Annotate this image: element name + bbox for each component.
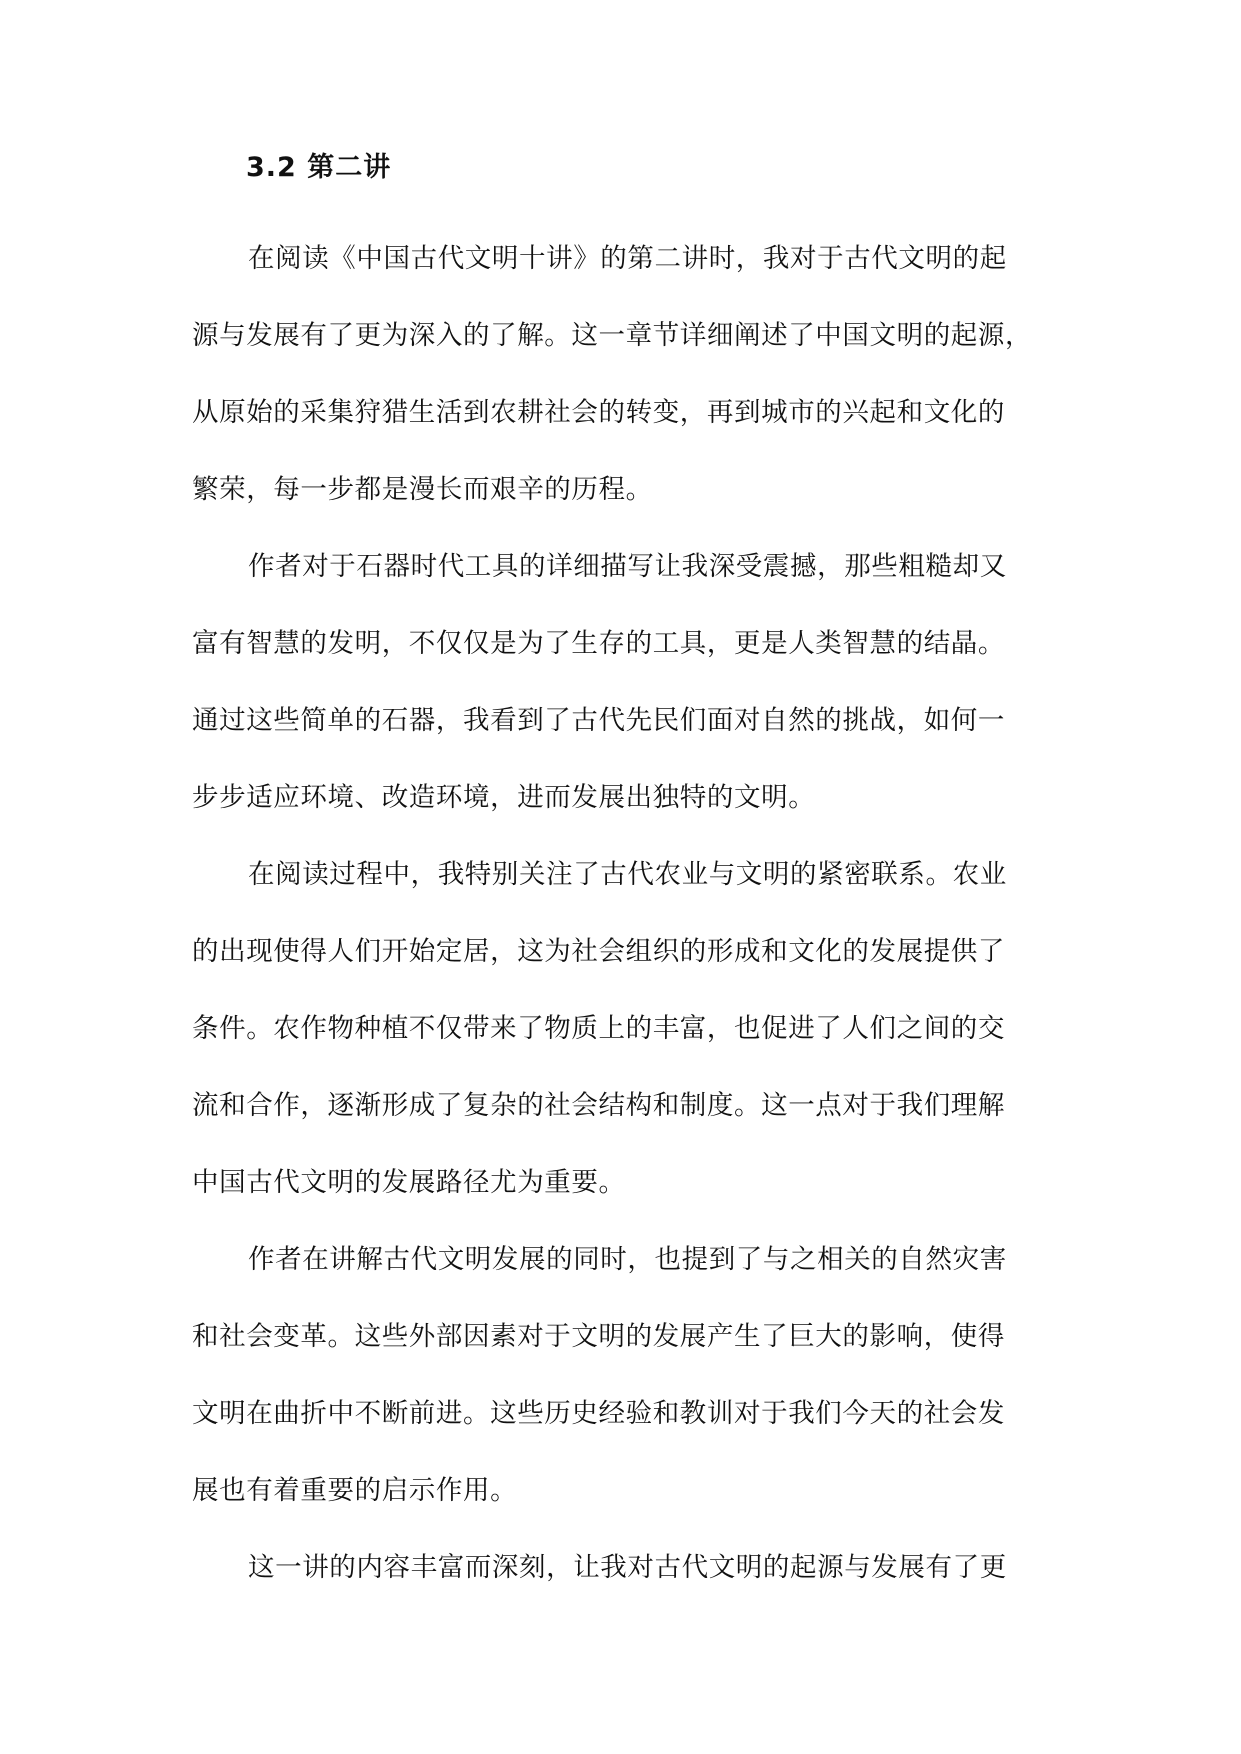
paragraph-line: 在阅读《中国古代文明十讲》的第二讲时，我对于古代文明的起 bbox=[248, 243, 1007, 274]
paragraph-line: 步步适应环境、改造环境，进而发展出独特的文明。 bbox=[192, 782, 816, 813]
paragraph bbox=[192, 1529, 1054, 1606]
section-heading: 3.2 第二讲 bbox=[246, 152, 392, 183]
paragraph-line: 作者在讲解古代文明发展的同时，也提到了与之相关的自然灾害 bbox=[248, 1244, 1007, 1275]
paragraph-line: 文明在曲折中不断前进。这些历史经验和教训对于我们今天的社会发 bbox=[192, 1398, 1005, 1429]
paragraph-line: 作者对于石器时代工具的详细描写让我深受震撼，那些粗糙却又 bbox=[248, 551, 1007, 582]
paragraph-line: 从原始的采集狩猎生活到农耕社会的转变，再到城市的兴起和文化的 bbox=[192, 397, 1005, 428]
paragraph-line: 富有智慧的发明，不仅仅是为了生存的工具，更是人类智慧的结晶。 bbox=[192, 628, 1005, 659]
document-content bbox=[192, 142, 1054, 1606]
paragraph-line: 条件。农作物种植不仅带来了物质上的丰富，也促进了人们之间的交 bbox=[192, 1013, 1005, 1044]
paragraph-line: 在阅读过程中，我特别关注了古代农业与文明的紧密联系。农业 bbox=[248, 859, 1007, 890]
paragraph-line: 中国古代文明的发展路径尤为重要。 bbox=[192, 1167, 626, 1198]
paragraph bbox=[192, 220, 1054, 528]
paragraph-line: 展也有着重要的启示作用。 bbox=[192, 1475, 518, 1506]
paragraph bbox=[192, 836, 1054, 1221]
paragraph-line: 通过这些简单的石器，我看到了古代先民们面对自然的挑战，如何一 bbox=[192, 705, 1005, 736]
paragraph-line: 这一讲的内容丰富而深刻，让我对古代文明的起源与发展有了更 bbox=[248, 1552, 1007, 1583]
paragraph bbox=[192, 1221, 1054, 1529]
paragraph bbox=[192, 528, 1054, 836]
paragraph-line: 的出现使得人们开始定居，这为社会组织的形成和文化的发展提供了 bbox=[192, 936, 1005, 967]
paragraph-line: 源与发展有了更为深入的了解。这一章节详细阐述了中国文明的起源， bbox=[192, 320, 1033, 351]
paragraph-line: 和社会变革。这些外部因素对于文明的发展产生了巨大的影响，使得 bbox=[192, 1321, 1005, 1352]
paragraph-line: 繁荣，每一步都是漫长而艰辛的历程。 bbox=[192, 474, 653, 505]
paragraph-line: 流和合作，逐渐形成了复杂的社会结构和制度。这一点对于我们理解 bbox=[192, 1090, 1005, 1121]
